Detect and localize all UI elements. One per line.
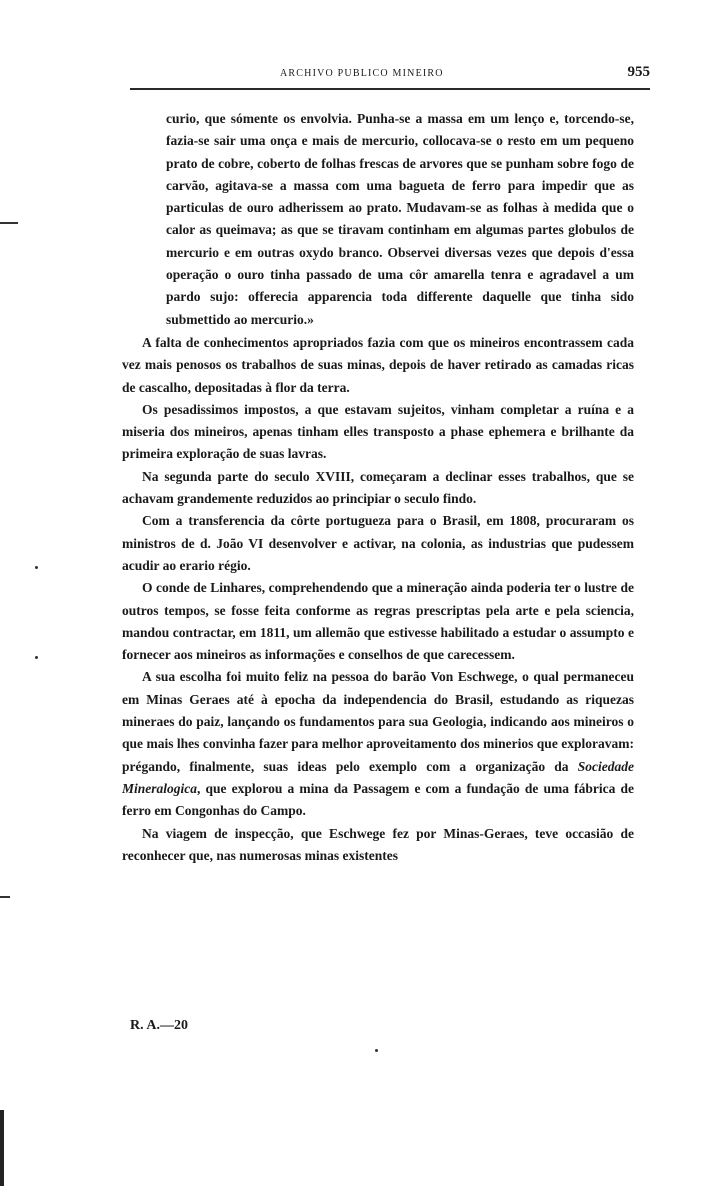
page-number: 955 xyxy=(627,64,650,80)
binding-edge xyxy=(0,1110,4,1186)
ink-speck xyxy=(375,1049,378,1052)
quote-paragraph: curio, que sómente os envolvia. Punha-se a massa em um lenço e, torcendo-se, fazia-se sair uma onça e mais de mercurio, collocava-se o resto em um pequeno prato de cobre, coberto de folhas frescas de arvores que se punham sobre fogo de carvão, agitava-se a massa com uma bagueta de ferro para impedir que as particulas de ouro adherissem ao prato. Mudavam-se as folhas à medida que o calor as queimava; as que se tiravam continham em algumas partes globulos de mercurio e em outras oxydo branco. Observei diversas vezes que depois d'essa operação o ouro tinha passado de uma côr amarella tenra e agradavel a um pardo sujo: offerecia apparencia toda differente daquelle que tinha sido submettido ao mercurio.» xyxy=(166,111,634,327)
eschwege-text-after: , que explorou a mina da Passagem e com a fundação de uma fábrica de ferro em Congonhas do Campo. xyxy=(122,780,634,819)
paragraph-court-transfer: Com a transferencia da côrte portugueza para o Brasil, em 1808, procuraram os ministros de d. João VI desenvolver e activar, na colonia, as industrias que pudessem acudir ao erario régio. xyxy=(122,513,634,573)
signature-mark: R. A.—20 xyxy=(130,1018,188,1033)
running-title: ARCHIVO PUBLICO MINEIRO xyxy=(280,68,444,79)
margin-tick xyxy=(0,896,10,898)
margin-tick xyxy=(0,222,18,224)
margin-dot xyxy=(35,566,38,569)
eschwege-text-before: A sua escolha foi muito feliz na pessoa do barão Von Eschwege, o qual permaneceu em Minas Geraes até à epocha da independencia do Brasil, estudando as riquezas mineraes do paiz, lançando os fundamentos para sua Geologia, indicando aos mineiros o que mais lhes convinha fazer para melhor aproveitamento dos minerios que exploravam: prégando, finalmente, suas ideas pelo exemplo com a organização da xyxy=(122,669,634,774)
header-rule xyxy=(130,88,650,90)
margin-dot xyxy=(35,656,38,659)
paragraph-taxes: Os pesadissimos impostos, a que estavam sujeitos, vinham completar a ruína e a miseria dos mineiros, apenas tinham elles transposto a phase ephemera e brilhante da primeira exploração de suas lavras. xyxy=(122,401,634,462)
paragraph-inspection-trip: Na viagem de inspecção, que Eschwege fez por Minas-Geraes, teve occasião de reconhecer que, nas numerosas minas existentes xyxy=(122,825,634,863)
body-text xyxy=(122,108,634,867)
running-head xyxy=(130,62,650,92)
paragraph-eighteenth-century: Na segunda parte do seculo XVIII, começaram a declinar esses trabalhos, que se achavam grandemente reduzidos ao principiar o seculo findo. xyxy=(122,468,634,507)
sociedade-mineralogica: Sociedade Mineralogica xyxy=(122,758,634,796)
paragraph-eschwege xyxy=(122,666,634,822)
paragraph-mining-knowledge: A falta de conhecimentos apropriados fazia com que os mineiros encontrassem cada vez mais penosos os trabalhos de suas minas, depois de haver retirado as camadas ricas de cascalho, depositadas à flor da terra. xyxy=(122,334,634,395)
paragraph-conde-linhares: O conde de Linhares, comprehendendo que a mineração ainda poderia ter o lustre de outros tempos, se fosse feita conforme as regras prescriptas pela arte e pela sciencia, mandou contractar, em 1811, um allemão que estivesse habilitado a estudar o assumpto e fornecer aos mineiros as informações e conselhos de que carecessem. xyxy=(122,580,634,663)
